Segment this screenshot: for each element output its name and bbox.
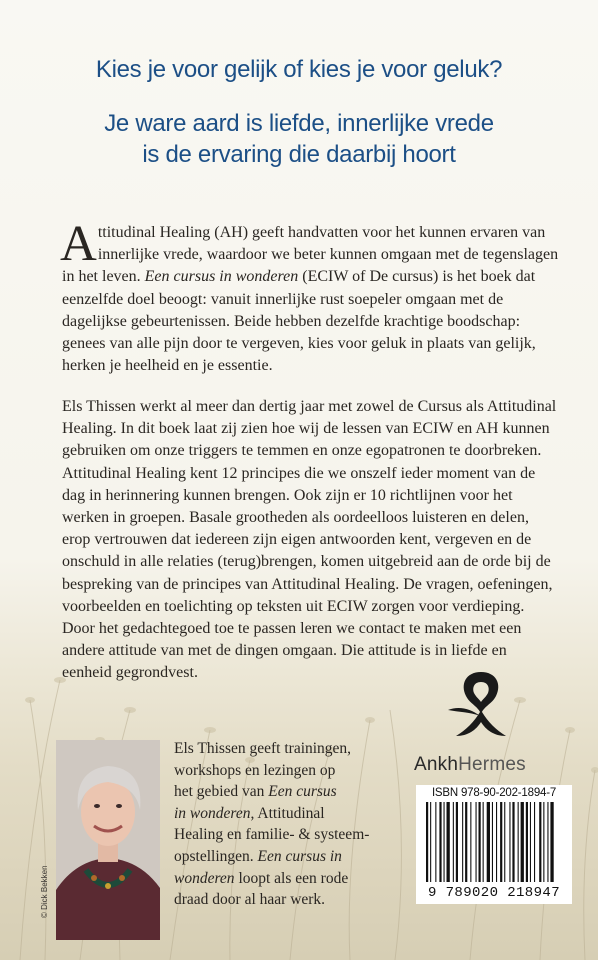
barcode-bar	[492, 802, 493, 882]
barcode-bar	[512, 802, 514, 882]
book-title-italic: Een cursus in wonderen	[144, 268, 299, 286]
barcode-bar	[521, 802, 524, 882]
paragraph-line: Healing. In dit boek laat zij zien hoe wij de lessen van ECIW en AH kunnen	[62, 420, 550, 438]
bio-italic: Een cursus in	[257, 847, 342, 865]
author-portrait-image	[56, 740, 160, 940]
barcode-panel	[416, 785, 572, 904]
paragraph-line: voorbeelden en toelichting op teksten uit ECIW zorgen voor verdieping.	[62, 597, 525, 615]
barcode-bar	[453, 802, 454, 882]
bio-italic: Een cursus	[268, 783, 337, 801]
barcode-bar	[534, 802, 535, 882]
bio-line	[174, 781, 374, 803]
barcode-bar	[462, 802, 463, 882]
paragraph-line: eenzelfde doel beoogt: vanuit innerlijke rust soepeler omgaan met de	[62, 290, 504, 308]
barcode-bar	[479, 802, 481, 882]
paragraph-line: erop vertrouwen dat iedereen zijn eigen antwoorden kent, vergeven en de	[62, 531, 532, 549]
paragraph-line: andere attitude van met de dingen omgaan. Die attitude is in liefde en	[62, 642, 507, 660]
publisher-name	[414, 754, 526, 776]
author-bio	[174, 738, 374, 911]
barcode-bar	[435, 802, 436, 882]
description-paragraph	[62, 396, 557, 685]
paragraph-line: onschuld in alle relaties (terug)brengen, komen uitgebreid aan de orde bij de	[62, 553, 551, 571]
bio-line: draad door al haar werk.	[174, 891, 326, 909]
intro-paragraph	[60, 216, 559, 377]
paragraph-line: dagelijkse gebeurtenissen. Beide hebben dezelfde krachtige boodschap:	[62, 312, 521, 330]
line-text: in het leven.	[62, 268, 141, 286]
bio-italic: wonderen	[174, 869, 235, 887]
barcode-bar	[430, 802, 431, 882]
bio-italic: in wonderen	[174, 804, 251, 822]
barcode-bar	[496, 802, 497, 882]
barcode-bar	[470, 802, 471, 882]
barcode-bar	[539, 802, 541, 882]
tagline-statement	[0, 108, 598, 170]
barcode-bar	[550, 802, 553, 882]
barcode-bar	[504, 802, 505, 882]
paragraph-line: dag in herinnering kunnen brengen. Ook zijn er 10 richtlijnen voor het	[62, 486, 513, 504]
barcode-bar	[547, 802, 548, 882]
barcode-bar	[487, 802, 490, 882]
paragraph-line: eenheid gegrondvest.	[62, 664, 198, 682]
photo-credit: © Dick Bekken	[40, 865, 49, 918]
barcode-bar	[476, 802, 477, 882]
bio-line: Healing en familie- & systeem-	[174, 826, 370, 844]
paragraph-line: werken in groepen. Basale grootheden als oordeelloos luisteren en delen,	[62, 509, 529, 527]
tagline-statement-line-1: Je ware aard is liefde, innerlijke vrede	[104, 110, 494, 137]
barcode-bar	[509, 802, 510, 882]
barcode-bar	[530, 802, 531, 882]
publisher-name-hermes: Hermes	[458, 754, 526, 775]
bio-line: Els Thissen geeft trainingen,	[174, 740, 352, 757]
bio-line	[174, 803, 374, 825]
paragraph-line: Els Thissen werkt al meer dan dertig jaar met zowel de Cursus als Attitudinal	[62, 398, 557, 415]
barcode-bar	[518, 802, 519, 882]
bio-line	[174, 868, 374, 890]
publisher-name-ankh: Ankh	[414, 754, 459, 775]
paragraph-line: Door het gedachtegoed toe te passen leren we contact te maken met een	[62, 620, 522, 638]
barcode-bar	[439, 802, 441, 882]
bio-line: workshops en lezingen op	[174, 761, 336, 779]
barcode-bar	[426, 802, 428, 882]
bio-line	[174, 846, 374, 868]
paragraph-line: bespreking van de principes van Attitudinal Healing. De vragen, oefeningen,	[62, 575, 553, 593]
ankh-hermes-logo-icon	[436, 666, 526, 746]
barcode-bar	[500, 802, 502, 882]
barcode-icon	[416, 802, 572, 886]
bio-text: , Attitudinal	[250, 804, 325, 822]
bio-text: opstellingen.	[174, 847, 254, 865]
barcode-bar	[447, 802, 450, 882]
tagline-statement-line-2: is de ervaring die daarbij hoort	[142, 141, 456, 168]
barcode-bar	[465, 802, 467, 882]
paragraph-line: genees van alle pijn door te vergeven, kies voor geluk in plaats van gelijk,	[62, 335, 536, 353]
barcode-bar	[526, 802, 528, 882]
paragraph-line: Attitudinal Healing kent 12 principes die we onszelf ieder moment van de	[62, 464, 536, 482]
barcode-digits: 9 789020 218947	[427, 885, 561, 901]
line-text: (ECIW of De cursus) is het boek dat	[302, 268, 536, 286]
paragraph-line: gebruiken om onze triggers te temmen en onze egopatronen te doorbreken.	[62, 442, 542, 460]
paragraph-line: ttitudinal Healing (AH) geeft handvatten voor het kunnen ervaren van	[97, 224, 546, 241]
bio-text: het gebied van	[174, 783, 265, 801]
isbn-label: ISBN 978-90-202-1894-7	[431, 787, 557, 799]
barcode-bar	[456, 802, 458, 882]
paragraph-line	[62, 266, 550, 288]
tagline-question: Kies je voor gelijk of kies je voor geluk?	[95, 56, 503, 83]
paragraph-line: innerlijke vrede, waardoor we beter kunnen omgaan met de tegenslagen	[97, 246, 559, 264]
author-photo	[56, 740, 160, 940]
barcode-bar	[483, 802, 484, 882]
paragraph-line: herken je heelheid en je essentie.	[62, 357, 273, 375]
barcode-bar	[543, 802, 544, 882]
bio-text: loopt als een rode	[238, 869, 349, 887]
barcode-bar	[444, 802, 445, 882]
drop-cap: A	[60, 216, 97, 272]
